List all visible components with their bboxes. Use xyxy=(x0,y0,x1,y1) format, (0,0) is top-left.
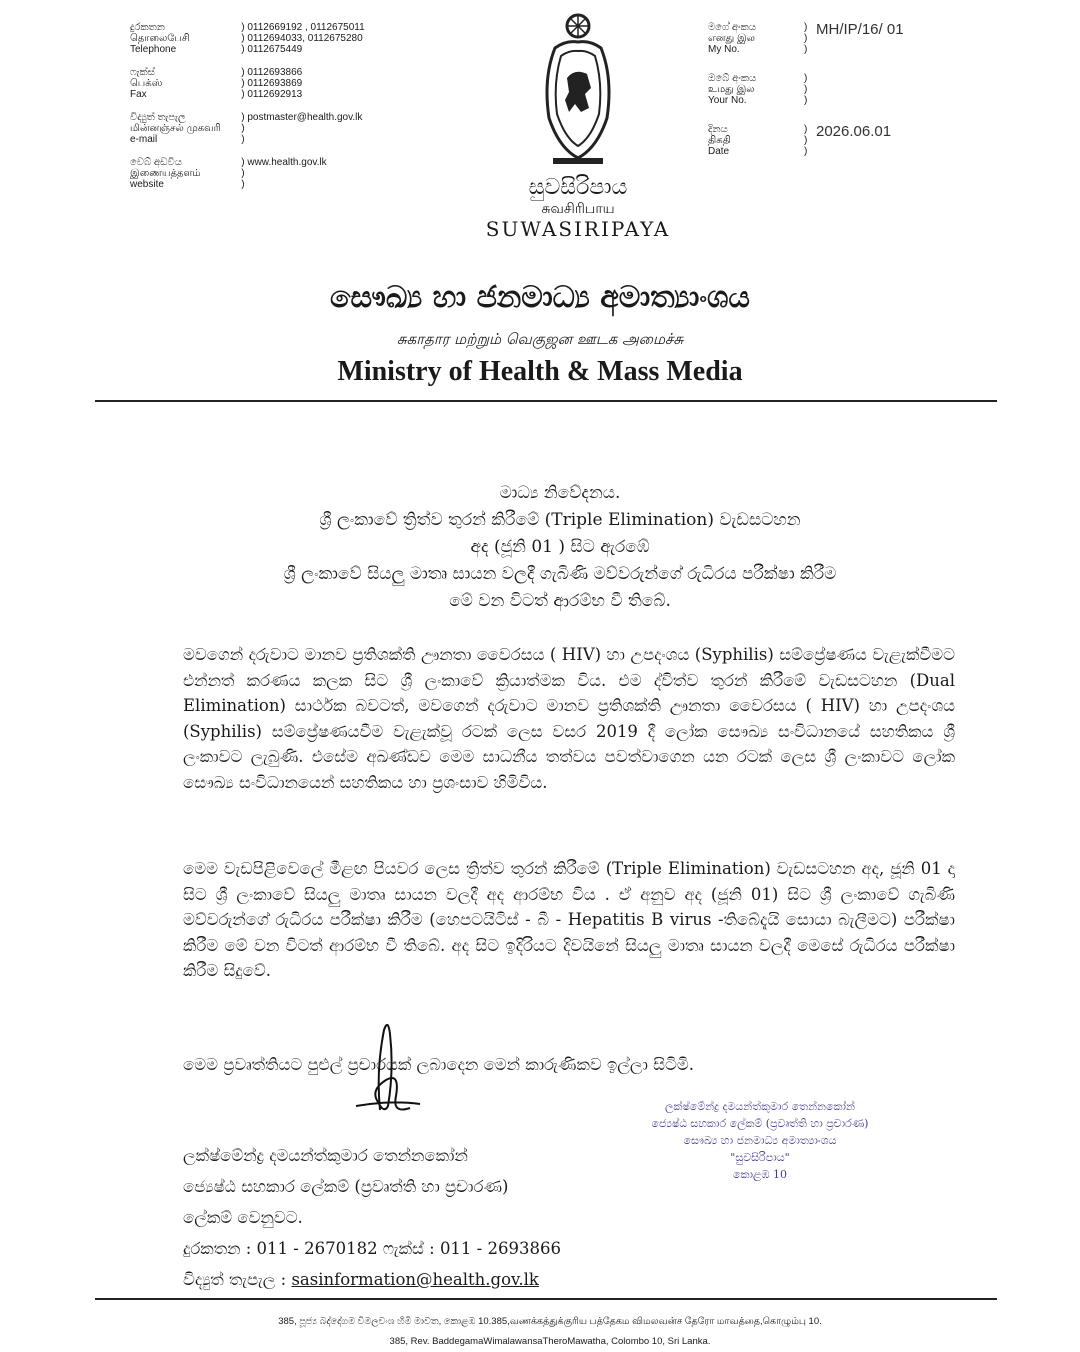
contact-value: ) 0112693869 xyxy=(241,78,303,89)
contact-value: ) xyxy=(241,179,245,190)
ref-date: දිනය திகதி Date ) ) ) 2026.06.01 xyxy=(708,123,892,157)
contact-label: e-mail xyxy=(130,134,158,145)
heading-line: අද (ජූනි 01 ) සිට ඇරඹේ xyxy=(470,537,650,557)
contact-label: Telephone xyxy=(130,44,177,55)
sender-phone-line xyxy=(183,1233,783,1264)
email-label: විද්‍යුත් තැපැල : xyxy=(183,1270,287,1289)
fax-value: 011 - 2693866 xyxy=(439,1239,561,1258)
footer-address xyxy=(150,1312,950,1352)
ref-label: මගේ අංකය xyxy=(708,22,756,33)
contact-value: ) 0112694033, 0112675280 xyxy=(241,33,363,44)
ref-label: எனது இல xyxy=(708,33,755,44)
stamp-line: ලක්ෂ්මේන්ද්‍ර දමයන්ත්කුමාර තෙන්නකෝන් xyxy=(665,1100,855,1113)
brand-sinhala: සුවසිරිපාය xyxy=(528,175,628,200)
ref-my-no: මගේ අංකය எனது இல My No. ) ) ) MH/IP/16/ 01 xyxy=(708,21,904,55)
sender-email-line xyxy=(183,1264,783,1295)
ref-label: திகதி xyxy=(708,135,731,146)
contact-label: Fax xyxy=(130,89,147,100)
contact-label: தொலைபேசி xyxy=(130,33,190,44)
brand-tamil: சுவசிரிபாய xyxy=(541,201,615,217)
stamp-line: "සුවසිරිපාය" xyxy=(730,1151,790,1164)
contact-label: දුරකතන xyxy=(130,22,165,33)
body-paragraph-1: මවගෙන් දරුවාට මානව ප්‍රතිශක්ති ඌනතා වෛරසය ( HIV) හා උපදංශය (Syphilis) සම්ප්‍රේෂණය වැළැක්වීමට එන්නත් කරණය කලක සිට ශ්‍රී ලංකාවේ ක්‍රියාත්මක විය. එම ද්විත්ව තුරන් කිරීමේ වැඩසටහන (Dual Elimination) සාර්ථක බවටත්, මවගෙන් දරුවාට මානව ප්‍රතිශක්ති ඌනතා වෛරසය ( HIV) හා උපදංශය (Syphilis) සම්ප්‍රේෂණයවීම වැළැක්වූ රටක් ලෙස වසර 2019 දී ලෝක සෞඛ්‍ය සංවිධානයේ සහතිකය ශ්‍රී ලංකාවට ලැබුණි. එසේම අඛණ්ඩව මෙම සාධනීය තත්වය පවත්වාගෙන යන රටක් ලෙස ශ්‍රී ලංකාවට ලෝක සෞඛ්‍ය සංවිධානයෙන් සහතිකය හා ප්‍රශංසාව හිමිවිය. xyxy=(183,645,955,792)
stamp-line: කොළඹ 10 xyxy=(732,1168,788,1181)
sender-behalf: ලේකම් වෙනුවට. xyxy=(183,1208,303,1227)
contact-value: ) xyxy=(241,168,245,179)
stamp-line: සෞඛ්‍ය හා ජනමාධ්‍ය අමාත්‍යාංශය xyxy=(683,1134,837,1147)
contact-value: ) 0112669192 , 0112675011 xyxy=(241,22,365,33)
ref-label: ඔබේ අංකය xyxy=(708,73,757,84)
ref-label: දිනය xyxy=(708,124,728,135)
phone-label: දුරකතන : xyxy=(183,1239,252,1258)
contact-block xyxy=(130,22,420,202)
footer-address-line-1: 385, පූජ්‍ය බද්දේගම විමලවංශ හිමි මාවත, කොළඹ 10.385,வணக்கத்துக்குரிய பத்தேகம விமலவன்ச தேரோ மாவத்தை,கொழும்பு 10. xyxy=(278,1316,822,1327)
sender-name: ලක්ෂ්මේන්ද්‍ර දමයන්ත්කුමාර තෙන්නකෝන් xyxy=(183,1146,468,1165)
ref-label: Your No. xyxy=(708,95,747,106)
stamp-line: ජ්‍යෙෂ්ඨ සහකාර ලේකම් (ප්‍රවෘත්ති හා ප්‍රචාරණ) xyxy=(651,1117,869,1130)
brand-english: SUWASIRIPAYA xyxy=(485,217,671,241)
email-link[interactable]: sasinformation@health.gov.lk xyxy=(291,1270,539,1289)
contact-label: විද්‍යුත් තැපැල xyxy=(130,112,186,123)
contact-value: ) 0112692913 xyxy=(241,89,303,100)
contact-label: ෆැක්ස් xyxy=(130,67,155,78)
ref-date-value: 2026.06.01 xyxy=(816,123,892,140)
contact-label: பெக்ஸ் xyxy=(130,78,163,89)
ref-label: Date xyxy=(708,146,730,157)
header-divider xyxy=(95,400,997,402)
heading-line: මාධ්‍ය නිවේදනය. xyxy=(499,483,621,503)
ministry-name-english: Ministry of Health & Mass Media xyxy=(337,356,743,387)
heading-line: මේ වන විටත් ආරම්භ වී තිබේ. xyxy=(449,591,671,611)
signature-icon xyxy=(350,1010,430,1120)
reference-block xyxy=(708,22,1008,175)
contact-value: ) www.health.gov.lk xyxy=(241,157,327,168)
ref-your-no: ඔබේ අංකය உமது இல Your No. ) ) ) xyxy=(708,73,808,106)
contact-fax xyxy=(130,67,420,100)
ministry-name-tamil: சுகாதார மற்றும் வெகுஜன ஊடக அமைச்சு xyxy=(396,330,684,348)
body-paragraph-3: මෙම ප්‍රවෘත්තියට පුළුල් ප්‍රචාරයක් ලබාදෙන මෙන් කාරුණිකව ඉල්ලා සිටිමි. xyxy=(183,1055,694,1074)
contact-value: ) xyxy=(241,134,245,145)
ministry-name-sinhala: සෞඛ්‍ය හා ජනමාධ්‍ය අමාත්‍යාංශය xyxy=(330,280,750,315)
lion-emblem-icon xyxy=(535,8,621,168)
contact-value: ) 0112693866 xyxy=(241,67,303,78)
contact-value: ) postmaster@health.gov.lk xyxy=(241,112,363,123)
footer-address-line-2: 385, Rev. BaddegamaWimalawansaTheroMawatha, Colombo 10, Sri Lanka. xyxy=(389,1336,711,1347)
ministry-emblem-block xyxy=(478,8,678,240)
contact-telephone xyxy=(130,22,420,55)
sender-title: ජ්‍යෙෂ්ඨ සහකාර ලේකම් (ප්‍රවෘත්ති හා ප්‍රචාරණ) xyxy=(183,1177,509,1196)
contact-value: ) xyxy=(241,123,245,134)
ref-label: My No. xyxy=(708,44,740,55)
heading-line: ශ්‍රී ලංකාවේ සියලු මාතෘ සායන වලදී ගැබිණි මව්වරුන්ගේ රුධිරය පරීක්ෂා කිරීම xyxy=(283,564,837,584)
footer-divider xyxy=(95,1298,997,1300)
press-release-heading xyxy=(160,480,960,615)
fax-label: ෆැක්ස් : xyxy=(382,1239,435,1258)
contact-label: website xyxy=(130,179,164,190)
contact-email xyxy=(130,112,420,145)
contact-value: ) 0112675449 xyxy=(241,44,303,55)
contact-label: இணையத்தளம் xyxy=(130,168,201,179)
sender-block xyxy=(183,1140,783,1295)
contact-label: වෙබ් අඩවිය xyxy=(130,157,182,168)
contact-label: மின்னஞ்சல் முகவரி xyxy=(130,123,221,134)
heading-line: ශ්‍රී ලංකාවේ ත්‍රිත්ව තුරන් කිරීමේ (Triple Elimination) වැඩසටහන xyxy=(319,510,801,530)
ref-my-no-value: MH/IP/16/ 01 xyxy=(816,21,904,38)
contact-website xyxy=(130,157,420,190)
body-paragraph-2: මෙම වැඩපිළිවෙලේ මීළඟ පියවර ලෙස ත්‍රිත්ව තුරන් කිරීමේ (Triple Elimination) වැඩසටහන අද, ජූනි 01 දා සිට ශ්‍රී ලංකාවේ සියලු මාතෘ සායන වලදී අද ආරම්භ විය . ඒ අනුව අද (ජූනි 01) සිට ශ්‍රී ලංකාවේ ගැබිණි මව්වරුන්ගේ රුධිරය පරීක්ෂා කිරීම (හෙපටයිටිස් - බී - Hepatitis B virus -තිබේදැයි සොයා බැලීමට) පරීක්ෂා කිරීම මේ වන විටත් ආරම්භ වී තිබේ. අද සිට ඉදිරියට දිවයිනේ සියලු මාතෘ සායන වලදී මෙසේ රුධිරය පරීක්ෂා කිරීම සිදුවේ. xyxy=(183,859,955,981)
ref-label: உமது இல xyxy=(708,84,755,95)
phone-value: 011 - 2670182 xyxy=(256,1239,378,1258)
